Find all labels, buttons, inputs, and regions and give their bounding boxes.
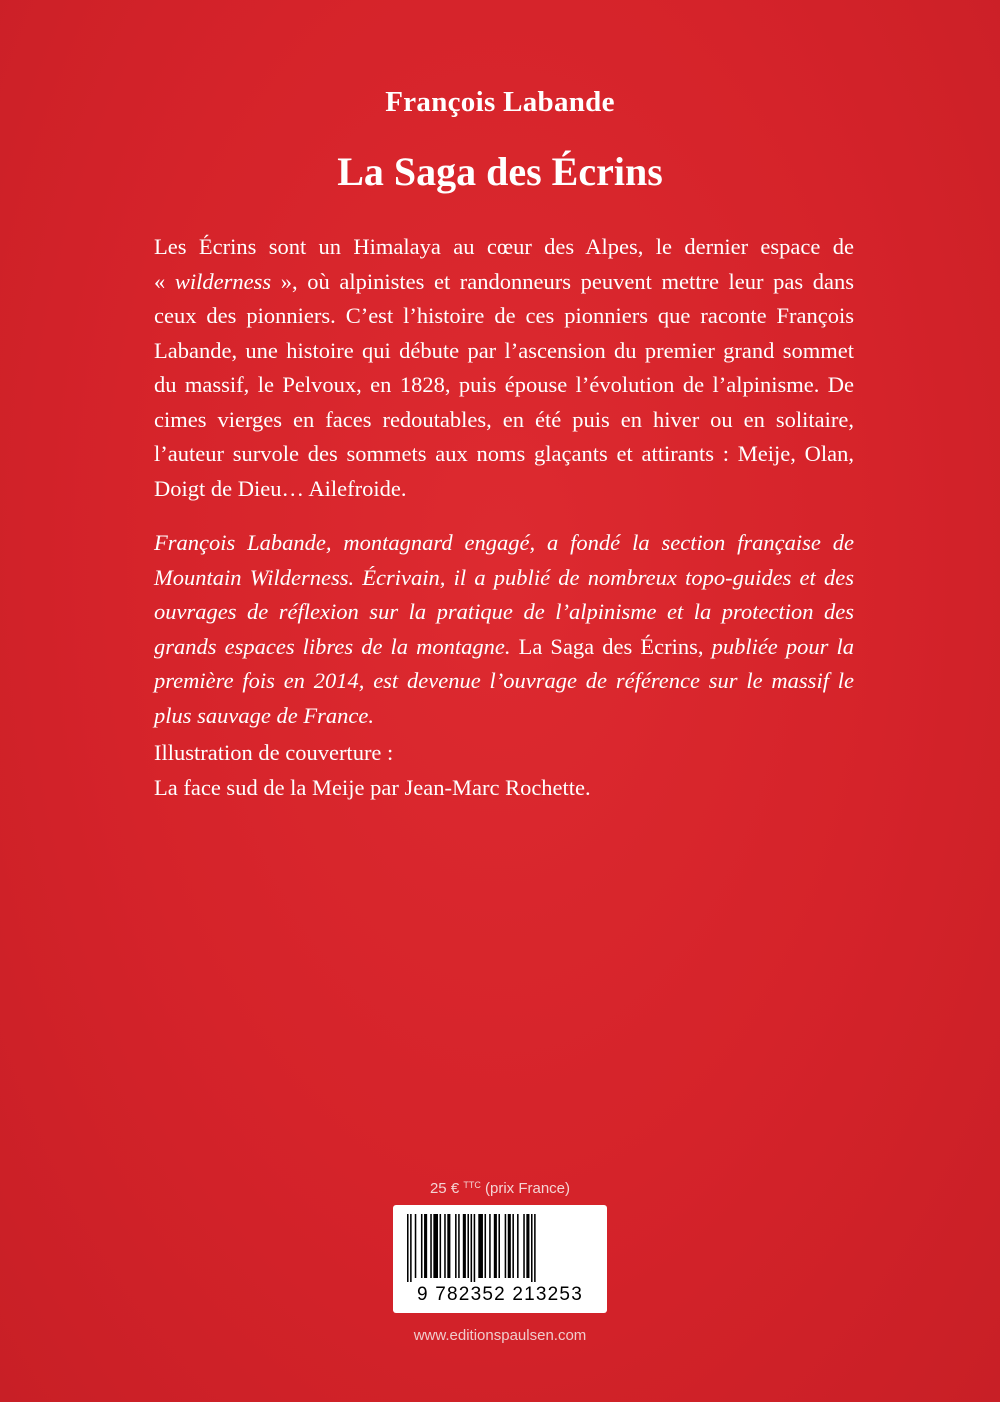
barcode-bar (489, 1214, 491, 1278)
barcode-bar (485, 1214, 487, 1278)
price-line (0, 1180, 1000, 1197)
barcode-bar (505, 1214, 507, 1278)
illustration-credit-line: La face sud de la Meije par Jean-Marc Rochette. (154, 774, 591, 800)
cover-illustration-credit (154, 736, 854, 805)
blurb-wilderness-word: wilderness (174, 268, 272, 294)
barcode-bar (410, 1214, 412, 1282)
price-note: (prix France) (480, 1180, 571, 1197)
author-bio-paragraph (154, 526, 854, 733)
barcode-bar (455, 1214, 457, 1278)
blurb-part-2: », où alpinistes et randonneurs peuvent mettre leur pas dans ceux des pionniers. C’est l’histoire de ces pionniers que raconte François Labande, une histoire qui débute par l’ascension du premier grand sommet du massif, le Pelvoux, en 1828, puis épouse l’évolution de l’alpinisme. De cimes vierges en faces redoutables, en été puis en hiver ou en solitaire, l’auteur survole des sommets aux noms glaçants et attirants : Meije, Olan, Doigt de Dieu… Ailefroide. (154, 268, 855, 501)
barcode-bar (467, 1214, 469, 1278)
barcode-bar (534, 1214, 536, 1282)
barcode-bar (474, 1214, 476, 1282)
barcode-bar (407, 1214, 409, 1282)
barcode-bar (531, 1214, 533, 1282)
publisher-website: www.editionspaulsen.com (413, 1327, 587, 1344)
bio-italic-part-1: François Labande, montagnard engagé, a fondé la section française de Mountain Wilderness. Écrivain, il a publié de nombreux topo-guides et des ouvrages de réflexion sur la pratique de l’alpinisme et la protection des grands espaces libres de la montagne. (154, 530, 854, 659)
author-name: François Labande (385, 86, 615, 118)
barcode-bar (447, 1214, 450, 1278)
barcode-bar (508, 1214, 511, 1278)
barcode-bar (471, 1214, 473, 1282)
barcode-bar (478, 1214, 483, 1278)
price-ttc: TTC (463, 1180, 481, 1190)
barcode-bar (440, 1214, 442, 1278)
bio-italic-part-2: publiée pour la première fois en 2014, est devenue l’ouvrage de référence sur le massif le plus sauvage de France. (154, 633, 854, 728)
blurb-part-1: Les Écrins sont un Himalaya au cœur des Alpes, le dernier espace de « (154, 234, 854, 294)
barcode-icon (405, 1214, 595, 1282)
bio-book-title: La Saga des Écrins, (510, 633, 712, 659)
barcode-bar (494, 1214, 497, 1278)
barcode-bar (512, 1214, 514, 1278)
barcode-bar (415, 1214, 417, 1278)
barcode-bar (421, 1214, 423, 1278)
barcode-bar (458, 1214, 460, 1278)
blurb-text (154, 230, 854, 733)
blurb-paragraph (154, 230, 854, 506)
barcode-bar (444, 1214, 446, 1278)
barcode-bar (463, 1214, 466, 1278)
barcode-bar (517, 1214, 519, 1278)
barcode-label (393, 1205, 607, 1313)
book-title: La Saga des Écrins (337, 149, 663, 194)
barcode-bar (523, 1214, 525, 1278)
barcode-bar (424, 1214, 427, 1278)
barcode-bar (498, 1214, 500, 1278)
barcode-bar (433, 1214, 438, 1278)
price-amount: 25 € (429, 1180, 460, 1197)
barcode-bar (430, 1214, 432, 1278)
illustration-heading: Illustration de couverture : (154, 740, 394, 765)
barcode-bar (526, 1214, 529, 1278)
isbn-number: 9 782352 213253 (417, 1284, 583, 1305)
